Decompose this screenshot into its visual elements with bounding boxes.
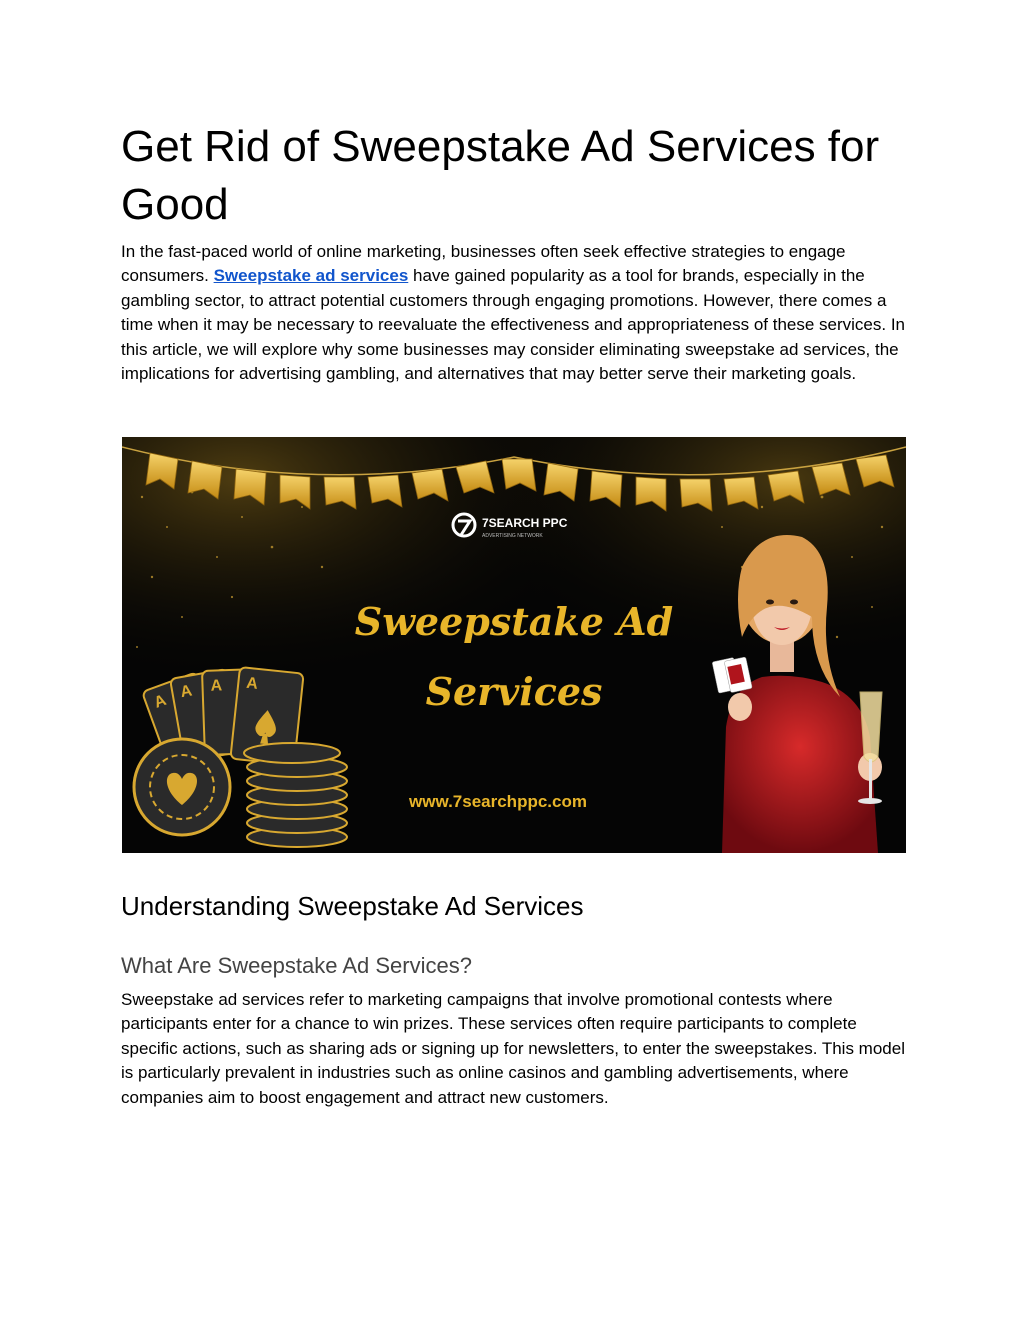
subsection-body-container <box>121 988 911 1110</box>
document-body <box>121 118 911 386</box>
page-title: Get Rid of Sweepstake Ad Services for Good <box>121 122 880 229</box>
banner-url: www.7searchppc.com <box>409 792 587 811</box>
promo-banner-image <box>122 437 906 853</box>
subsection-heading: What Are Sweepstake Ad Services? <box>121 953 472 978</box>
held-playing-cards <box>712 655 752 695</box>
intro-paragraph <box>121 240 911 386</box>
logo-name: 7SEARCH PPC <box>482 516 568 530</box>
card-letter: A <box>151 691 169 712</box>
card-letter: A <box>245 674 259 693</box>
intro-text-before-link: In the fast-paced world of online marketing, businesses often seek effective strategies to engage consumers. <box>121 242 846 286</box>
logo-tagline: ADVERTISING NETWORK <box>482 533 543 539</box>
intro-text-after-link: have gained popularity as a tool for brands, especially in the gambling sector, to attract potential customers through engaging promotions. However, there comes a time when it may be necessary to reevaluate the effectiveness and appropriateness of these services. In this article, we will explore why some businesses may consider eliminating sweepstake ad services, the implications for advertising gambling, and alternatives that may better serve their marketing goals. <box>121 266 906 384</box>
subsection-body-paragraph: Sweepstake ad services refer to marketing campaigns that involve promotional contests where participants enter for a chance to win prizes. These services often require participants to complete specific actions, such as sharing ads or signing up for newsletters, to enter the sweepstakes. This model is particularly prevalent in industries such as online casinos and gambling advertisements, where companies aim to boost engagement and attract new customers. <box>121 990 905 1107</box>
card-letter: A <box>179 682 194 702</box>
banner-headline-line1: Sweepstake Ad <box>354 599 674 644</box>
card-letter: A <box>210 677 223 695</box>
section-heading: Understanding Sweepstake Ad Services <box>121 891 584 921</box>
sweepstake-ad-services-link[interactable]: Sweepstake ad services <box>213 266 409 286</box>
banner-headline-line2: Services <box>425 669 603 714</box>
